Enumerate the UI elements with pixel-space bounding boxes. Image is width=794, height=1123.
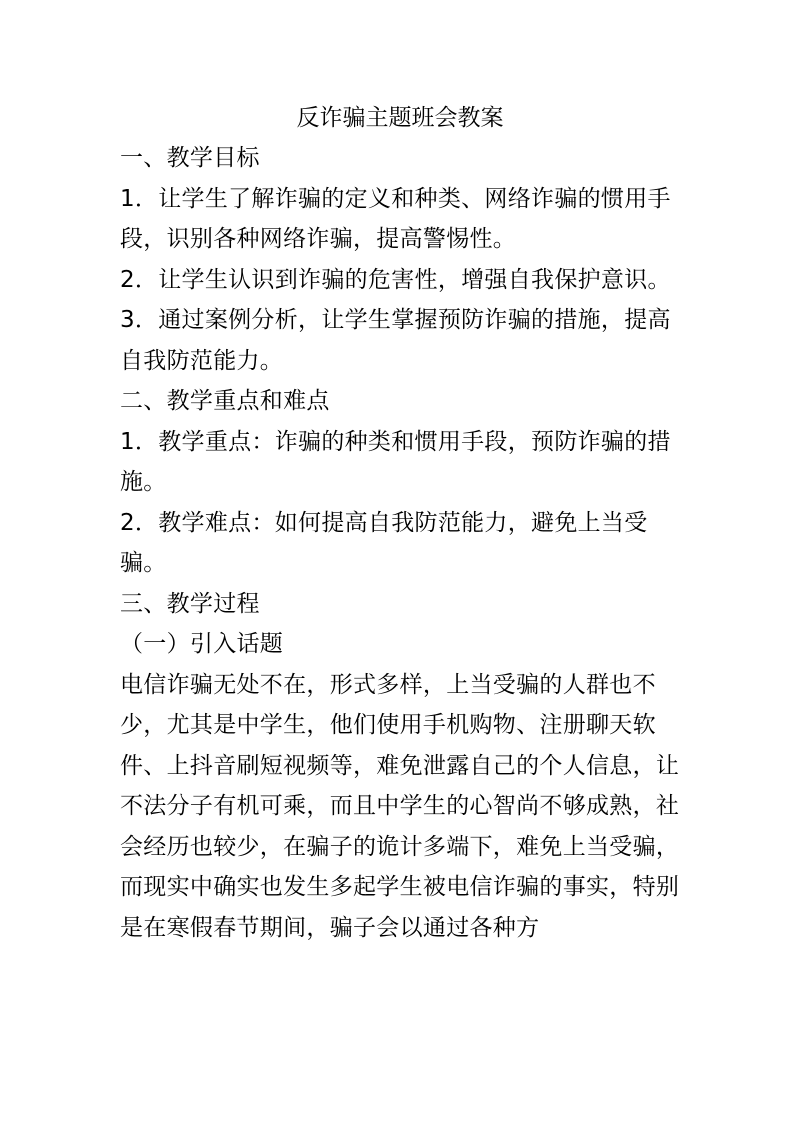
key-point-1: 1．教学重点：诈骗的种类和惯用手段，预防诈骗的措施。 (120, 428, 671, 495)
document-body (120, 99, 680, 948)
document-title: 反诈骗主题班会教案 (296, 105, 504, 131)
section-heading-objectives: 一、教学目标 (120, 145, 260, 171)
subsection-heading-intro: （一）引入话题 (120, 631, 284, 657)
section-heading-process: 三、教学过程 (120, 590, 260, 617)
key-point-2: 2．教学难点：如何提高自我防范能力，避免上当受骗。 (120, 509, 648, 576)
objective-3: 3．通过案例分析，让学生掌握预防诈骗的措施，提高自我防范能力。 (120, 307, 671, 374)
intro-paragraph: 电信诈骗无处不在，形式多样，上当受骗的人群也不少，尤其是中学生，他们使用手机购物、注册聊天软件、上抖音刷短视频等，难免泄露自己的个人信息，让不法分子有机可乘，而且中学生的心智尚不够成熟，社会经历也较少，在骗子的诡计多端下，难免上当受骗，而现实中确实也发生多起学生被电信诈骗的事实，特别是在寒假春节期间，骗子会以通过各种方 (120, 671, 680, 941)
objective-1: 1．让学生了解诈骗的定义和种类、网络诈骗的惯用手段，识别各种网络诈骗，提高警惕性。 (120, 185, 671, 252)
objective-2: 2．让学生认识到诈骗的危害性，增强自我保护意识。 (120, 266, 671, 293)
section-heading-key-points: 二、教学重点和难点 (120, 388, 330, 414)
